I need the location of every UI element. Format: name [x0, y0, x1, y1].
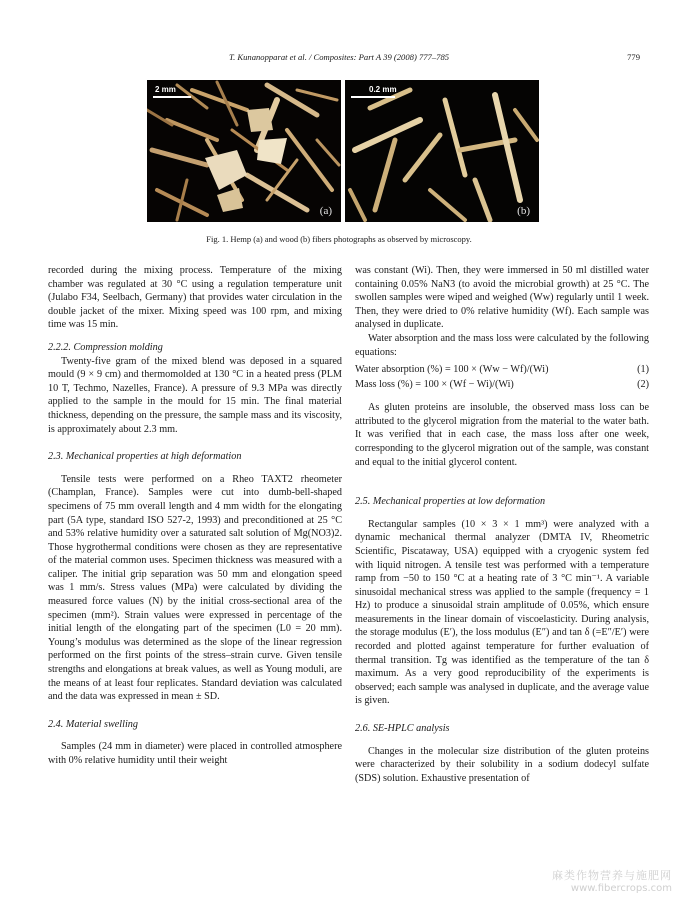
- journal-citation: T. Kunanopparat et al. / Composites: Part A 39 (2008) 777–785: [228, 52, 450, 62]
- panel-label-b: (b): [517, 205, 530, 217]
- paragraph: Changes in the molecular size distribution of the gluten proteins were characterized by their solubility in a sodium dodecyl sulfate (SDS) solution. Exhaustive presentation of: [355, 745, 649, 784]
- equation-1: [355, 362, 649, 377]
- section-heading-2-3: 2.3. Mechanical properties at high deformation: [48, 451, 242, 463]
- scale-bar-a: [153, 96, 191, 98]
- site-watermark: [552, 869, 672, 895]
- hemp-fibers-photo: [147, 80, 341, 222]
- running-header: [38, 52, 640, 66]
- scale-bar-label-b: 0.2 mm: [369, 85, 397, 94]
- paragraph: Samples (24 mm in diameter) were placed in controlled atmosphere with 0% relative humidity until their weight: [48, 741, 342, 766]
- equation-1-number: (1): [637, 364, 649, 376]
- equation-2: [355, 377, 649, 392]
- hemp-fibers-illustration: [147, 80, 341, 222]
- page-number: 779: [627, 52, 640, 62]
- wood-fibers-photo: [345, 80, 539, 222]
- paragraph: was constant (Wi). Then, they were immersed in 50 ml distilled water containing 0.05% NaN3 (to avoid the microbial growth) at 25 °C. The swollen samples were wiped and weighed (Ww) regularly until 1 week. Then, they were dried to 0% relative humidity (Wf). Each sample was analysed in duplicate.: [355, 265, 649, 331]
- section-heading-2-4: 2.4. Material swelling: [48, 718, 138, 730]
- wood-fibers-illustration: [345, 80, 539, 222]
- equation-2-text: Mass loss (%) = 100 × (Wf − Wi)/(Wi): [355, 379, 514, 391]
- equation-2-number: (2): [637, 379, 649, 391]
- left-column: [48, 264, 342, 768]
- panel-label-a: (a): [319, 205, 332, 217]
- scale-bar-label-a: 2 mm: [155, 85, 176, 94]
- scale-bar-b: [351, 96, 395, 98]
- paragraph: Twenty-five gram of the mixed blend was deposed in a squared mould (9 × 9 cm) and thermomolded at 130 °C in a heated press (PLM 10 T, Techmo, Nazelles, France). A pressure of 9.3 MPa was directly applied to the sample in the mould for 15 min. The final material thickness, depending on the pressure, the sample mass and its viscosity, is approximately about 2.3 mm.: [48, 355, 342, 435]
- paragraph: Rectangular samples (10 × 3 × 1 mm³) were analyzed with a dynamic mechanical thermal analyzer (DMTA IV, Rheometric Scientific, Piscataway, USA) equipped with a cryogenic system fed with liquid nitrogen. A tensile test was performed with a temperature ramp from −50 to 150 °C at a heating rate of 3 °C min⁻¹. A variable sinusoidal mechanical stress was applied to the sample (frequency = 1 Hz) to produce a sinusoidal strain amplitude of 0.05%, which ensure measurements in the linear domain of viscoelasticity. During analysis, the storage modulus (E′), the loss modulus (E″) and tan δ (=E″/E′) were recorded and plotted against temperature for further evaluation of thermal transition. Tg was identified as the temperature of the tan δ maximum. As a very good reproducibility of the experiments is observed; each sample was analysed in duplicate, and the average value is given.: [355, 518, 649, 707]
- paragraph: recorded during the mixing process. Temperature of the mixing chamber was regulated at 30 °C using a regulation temperature unit (Julabo F34, Seelbach, Germany) that provides water circulation in the double jacket of the mixer. Mixing speed was 100 rpm, and mixing time was 15 min.: [48, 265, 342, 331]
- section-heading-2-6: 2.6. SE-HPLC analysis: [355, 723, 450, 735]
- section-heading-2-5: 2.5. Mechanical properties at low deformation: [355, 496, 546, 508]
- watermark-line-2: www.fibercrops.com: [570, 883, 672, 894]
- paragraph: Water absorption and the mass loss were calculated by the following equations:: [355, 332, 649, 358]
- paragraph: As gluten proteins are insoluble, the observed mass loss can be attributed to the glycerol migration from the material to the water bath. It was verified that in each case, the mass loss after one week, corresponding to the glycerol migration out of the sample, was constant and equal to the initial glycerol content.: [355, 402, 649, 468]
- right-column: [355, 264, 649, 785]
- watermark-line-1: 麻类作物营养与施肥网: [552, 869, 672, 882]
- figure-caption: Fig. 1. Hemp (a) and wood (b) fibers photographs as observed by microscopy.: [206, 234, 472, 244]
- equation-1-text: Water absorption (%) = 100 × (Ww − Wf)/(Wi): [355, 364, 549, 376]
- section-heading-2-2-2: 2.2.2. Compression molding: [48, 341, 163, 353]
- paragraph: Tensile tests were performed on a Rheo TAXT2 rheometer (Champlan, France). Samples were cut into dumb-bell-shaped specimens of 75 mm overall length and 4 mm width for the elongating part (5A type, standard ISO 527-2, 1993) and preconditioned at 25 °C and 53% relative humidity over a saturated salt solution of Mg(NO3)2. Those hygrothermal conditions were chosen as they are representative of the material common uses. Specimen thickness was measured with a caliper. The initial grip separation was 50 mm and elongation speed was 1 mm/s. Stress values (MPa) were calculated by dividing the measured force values (N) by the initial cross-sectional area of the specimen (mm²). Strain values were expressed in percentage of the initial length of the elongating part of the specimen (L0 = 20 mm). Young’s modulus was determined as the slope of the linear regression performed on the first points of the stress–strain curve. Given tensile strengths and elongations at break values, as well as Young moduli, are the means of at least four replicates. Standard deviation was calculated and the data was expressed in mean ± SD.: [48, 473, 342, 703]
